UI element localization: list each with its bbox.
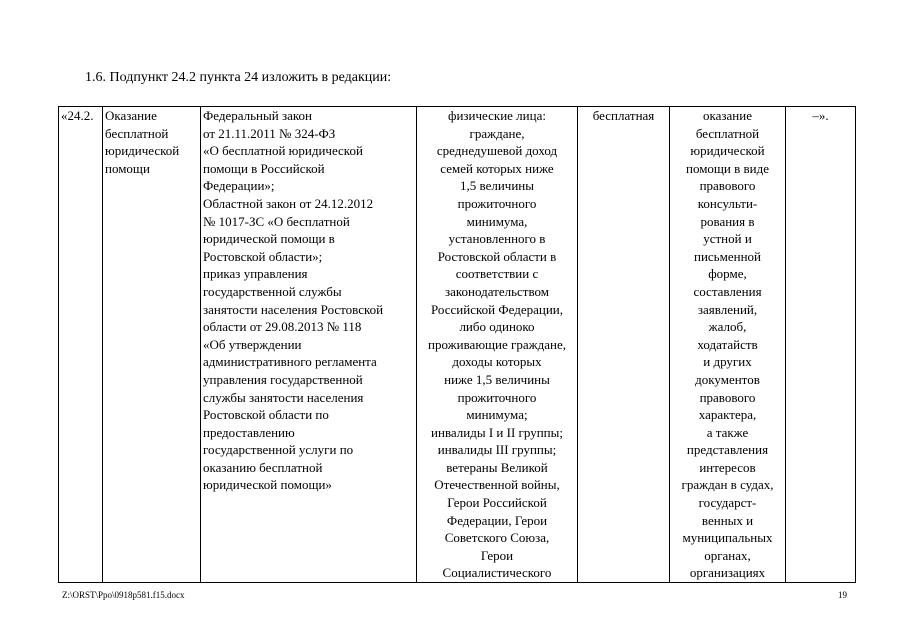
table-row — [59, 107, 856, 583]
cell-service-name: Оказание бесплатной юридической помощи — [103, 107, 201, 583]
cell-payment: бесплатная — [578, 107, 670, 583]
footer-page-number: 19 — [838, 590, 847, 600]
cell-content: оказание бесплатной юридической помощи в виде правового консульти- рования в устной и письменной форме, составления заявлений, жалоб, ходатайств и других документов правового характера, а также представления интересов граждан в судах, государст- венных и муниципальных органах, организациях — [670, 107, 786, 583]
cell-end-mark: –». — [786, 107, 856, 583]
service-table — [58, 106, 856, 583]
cell-legal-basis: Федеральный закон от 21.11.2011 № 324-ФЗ «О бесплатной юридической помощи в Российской Федерации»; Областной закон от 24.12.2012 № 1017-ЗС «О бесплатной юридической помощи в Ростовской области»; приказ управления государственной службы занятости населения Ростовской области от 29.08.2013 № 118 «Об утверждении административного регламента управления государственной службы занятости населения Ростовской области по предоставлению государственной услуги по оказанию бесплатной юридической помощи» — [201, 107, 417, 583]
footer-file-path: Z:\ORST\Ppo\0918p581.f15.docx — [62, 590, 185, 600]
cell-recipients: физические лица: граждане, среднедушевой доход семей которых ниже 1,5 величины прожиточного минимума, установленного в Ростовской области в соответствии с законодательством Российской Федерации, либо одиноко проживающие граждане, доходы которых ниже 1,5 величины прожиточного минимума; инвалиды I и II группы; инвалиды III группы; ветераны Великой Отечественной войны, Герои Российской Федерации, Герои Советского Союза, Герои Социалистического — [417, 107, 578, 583]
cell-number: «24.2. — [59, 107, 103, 583]
intro-paragraph: 1.6. Подпункт 24.2 пункта 24 изложить в редакции: — [85, 70, 392, 85]
